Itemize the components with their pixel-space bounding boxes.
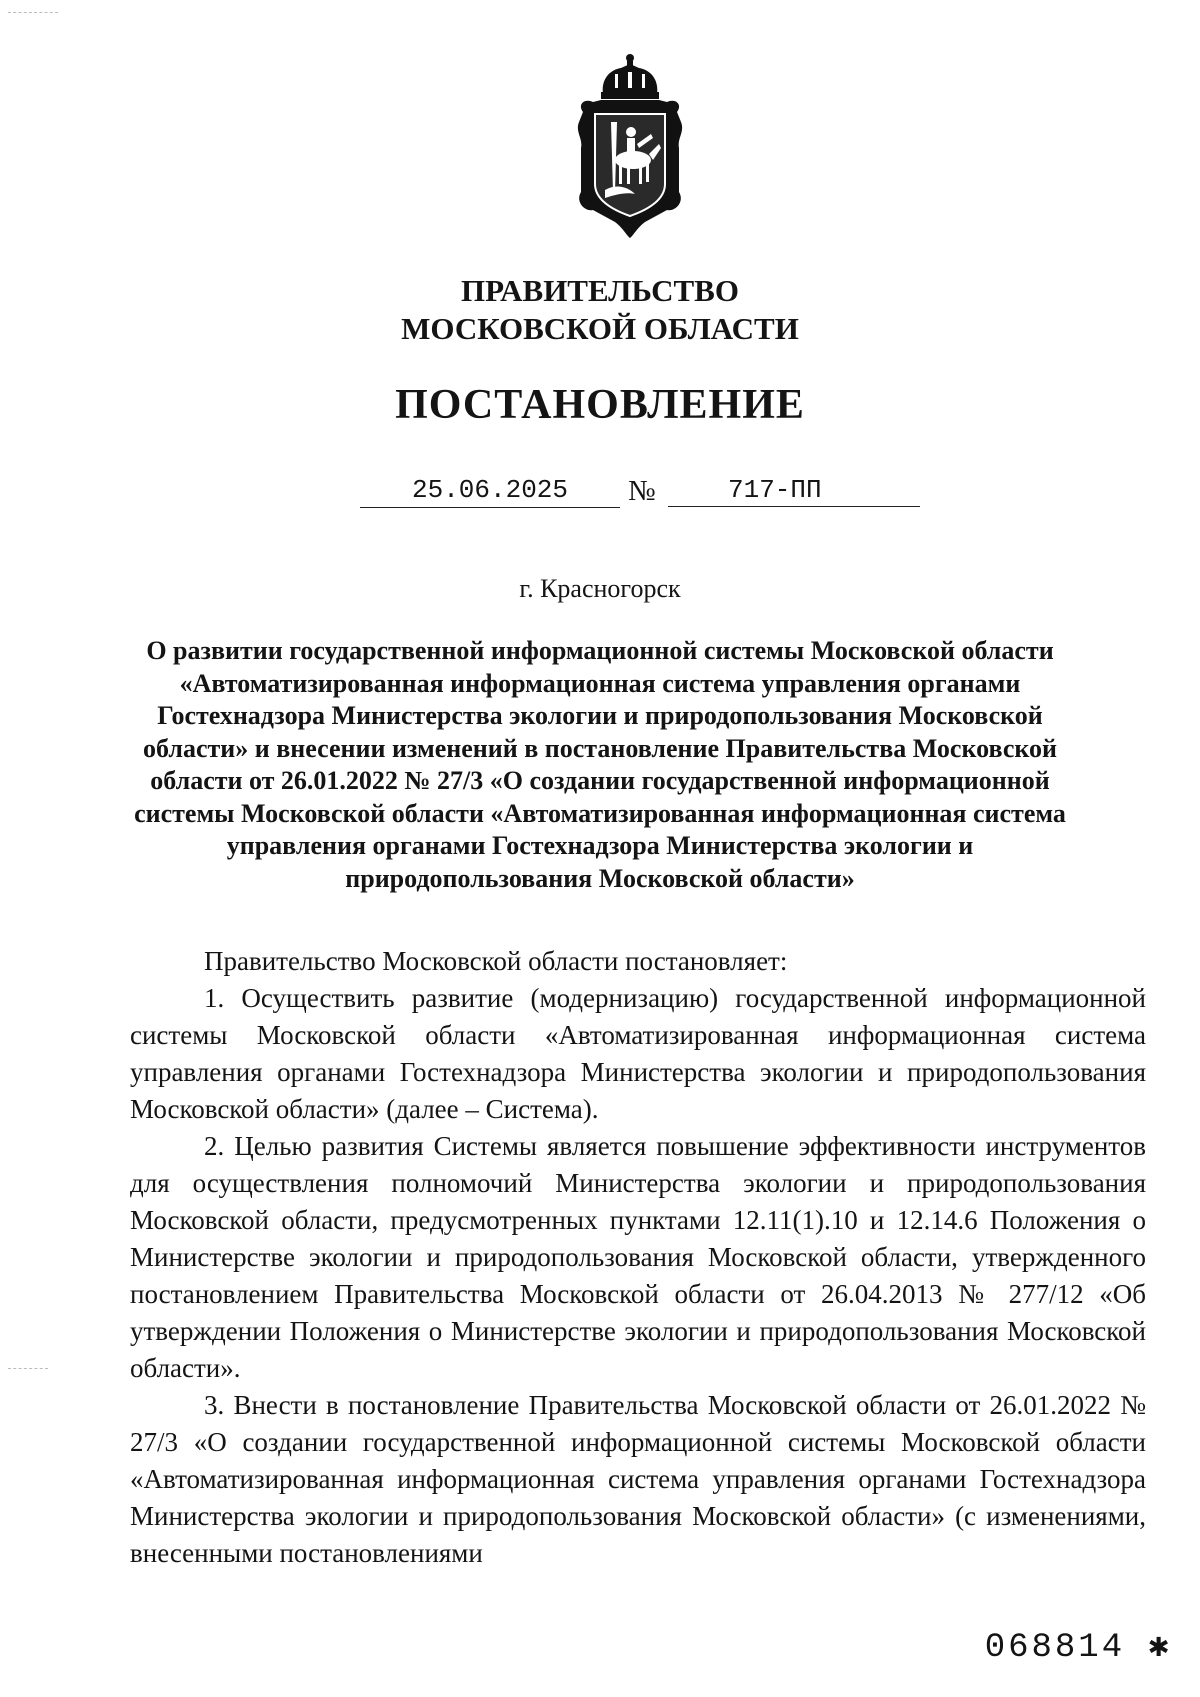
scan-margin-mark bbox=[8, 1368, 48, 1370]
number-sign: № bbox=[628, 475, 656, 507]
org-line-1: ПРАВИТЕЛЬСТВО bbox=[461, 273, 739, 308]
paragraph-3: 3. Внести в постановление Правительства Московской области от 26.01.2022 № 27/3 «О создании государственной информационной системы Московской области «Автоматизированная информационная система управления органами Гостехнадзора Министерства экологии и природопользования Московской области» (с изменениями, внесенными постановлениями bbox=[130, 1390, 1146, 1568]
sheet-number bbox=[985, 1625, 1172, 1667]
moscow-oblast-coat-of-arms-icon bbox=[575, 52, 685, 240]
document-title: О развитии государственной информационной системы Московской области «Автоматизированная информационная система управления органами Гостехнадзора Министерства экологии и природопользования Московской области» и внесении изменений в постановление Правительства Московской области от 26.01.2022 № 27/3 «О создании государственной информационной системы Московской области «Автоматизированная информационная система управления органами Гостехнадзора Министерства экологии и природопользования Московской области» bbox=[134, 636, 1066, 893]
sheet-mark-icon: ✱ bbox=[1148, 1629, 1172, 1667]
city: г. Красногорск bbox=[519, 574, 681, 603]
intro-paragraph: Правительство Московской области постановляет: bbox=[204, 946, 788, 976]
document-body bbox=[130, 943, 1146, 1572]
government-name bbox=[0, 272, 1200, 348]
registration-line bbox=[0, 474, 1200, 514]
org-line-2: МОСКОВСКОЙ ОБЛАСТИ bbox=[401, 311, 799, 346]
decree-date: 25.06.2025 bbox=[360, 474, 620, 508]
scan-margin-mark bbox=[8, 12, 58, 14]
document-type: ПОСТАНОВЛЕНИЕ bbox=[395, 382, 805, 428]
decree-number: 717-ПП bbox=[668, 474, 920, 507]
paragraph-1: 1. Осуществить развитие (модернизацию) государственной информационной системы Московской области «Автоматизированная информационная система управления органами Гостехнадзора Министерства экологии и природопользования Московской области» (далее – Система). bbox=[130, 983, 1146, 1124]
paragraph-2: 2. Целью развития Системы является повышение эффективности инструментов для осуществления полномочий Министерства экологии и природопользования Московской области, предусмотренных пунктами 12.11(1).10 и 12.14.6 Положения о Министерстве экологии и природопользования Московской области, утвержденного постановлением Правительства Московской области от 26.04.2013 № 277/12 «Об утверждении Положения о Министерстве экологии и природопользования Московской области». bbox=[130, 1131, 1146, 1383]
sheet-number-value: 068814 bbox=[984, 1629, 1126, 1667]
